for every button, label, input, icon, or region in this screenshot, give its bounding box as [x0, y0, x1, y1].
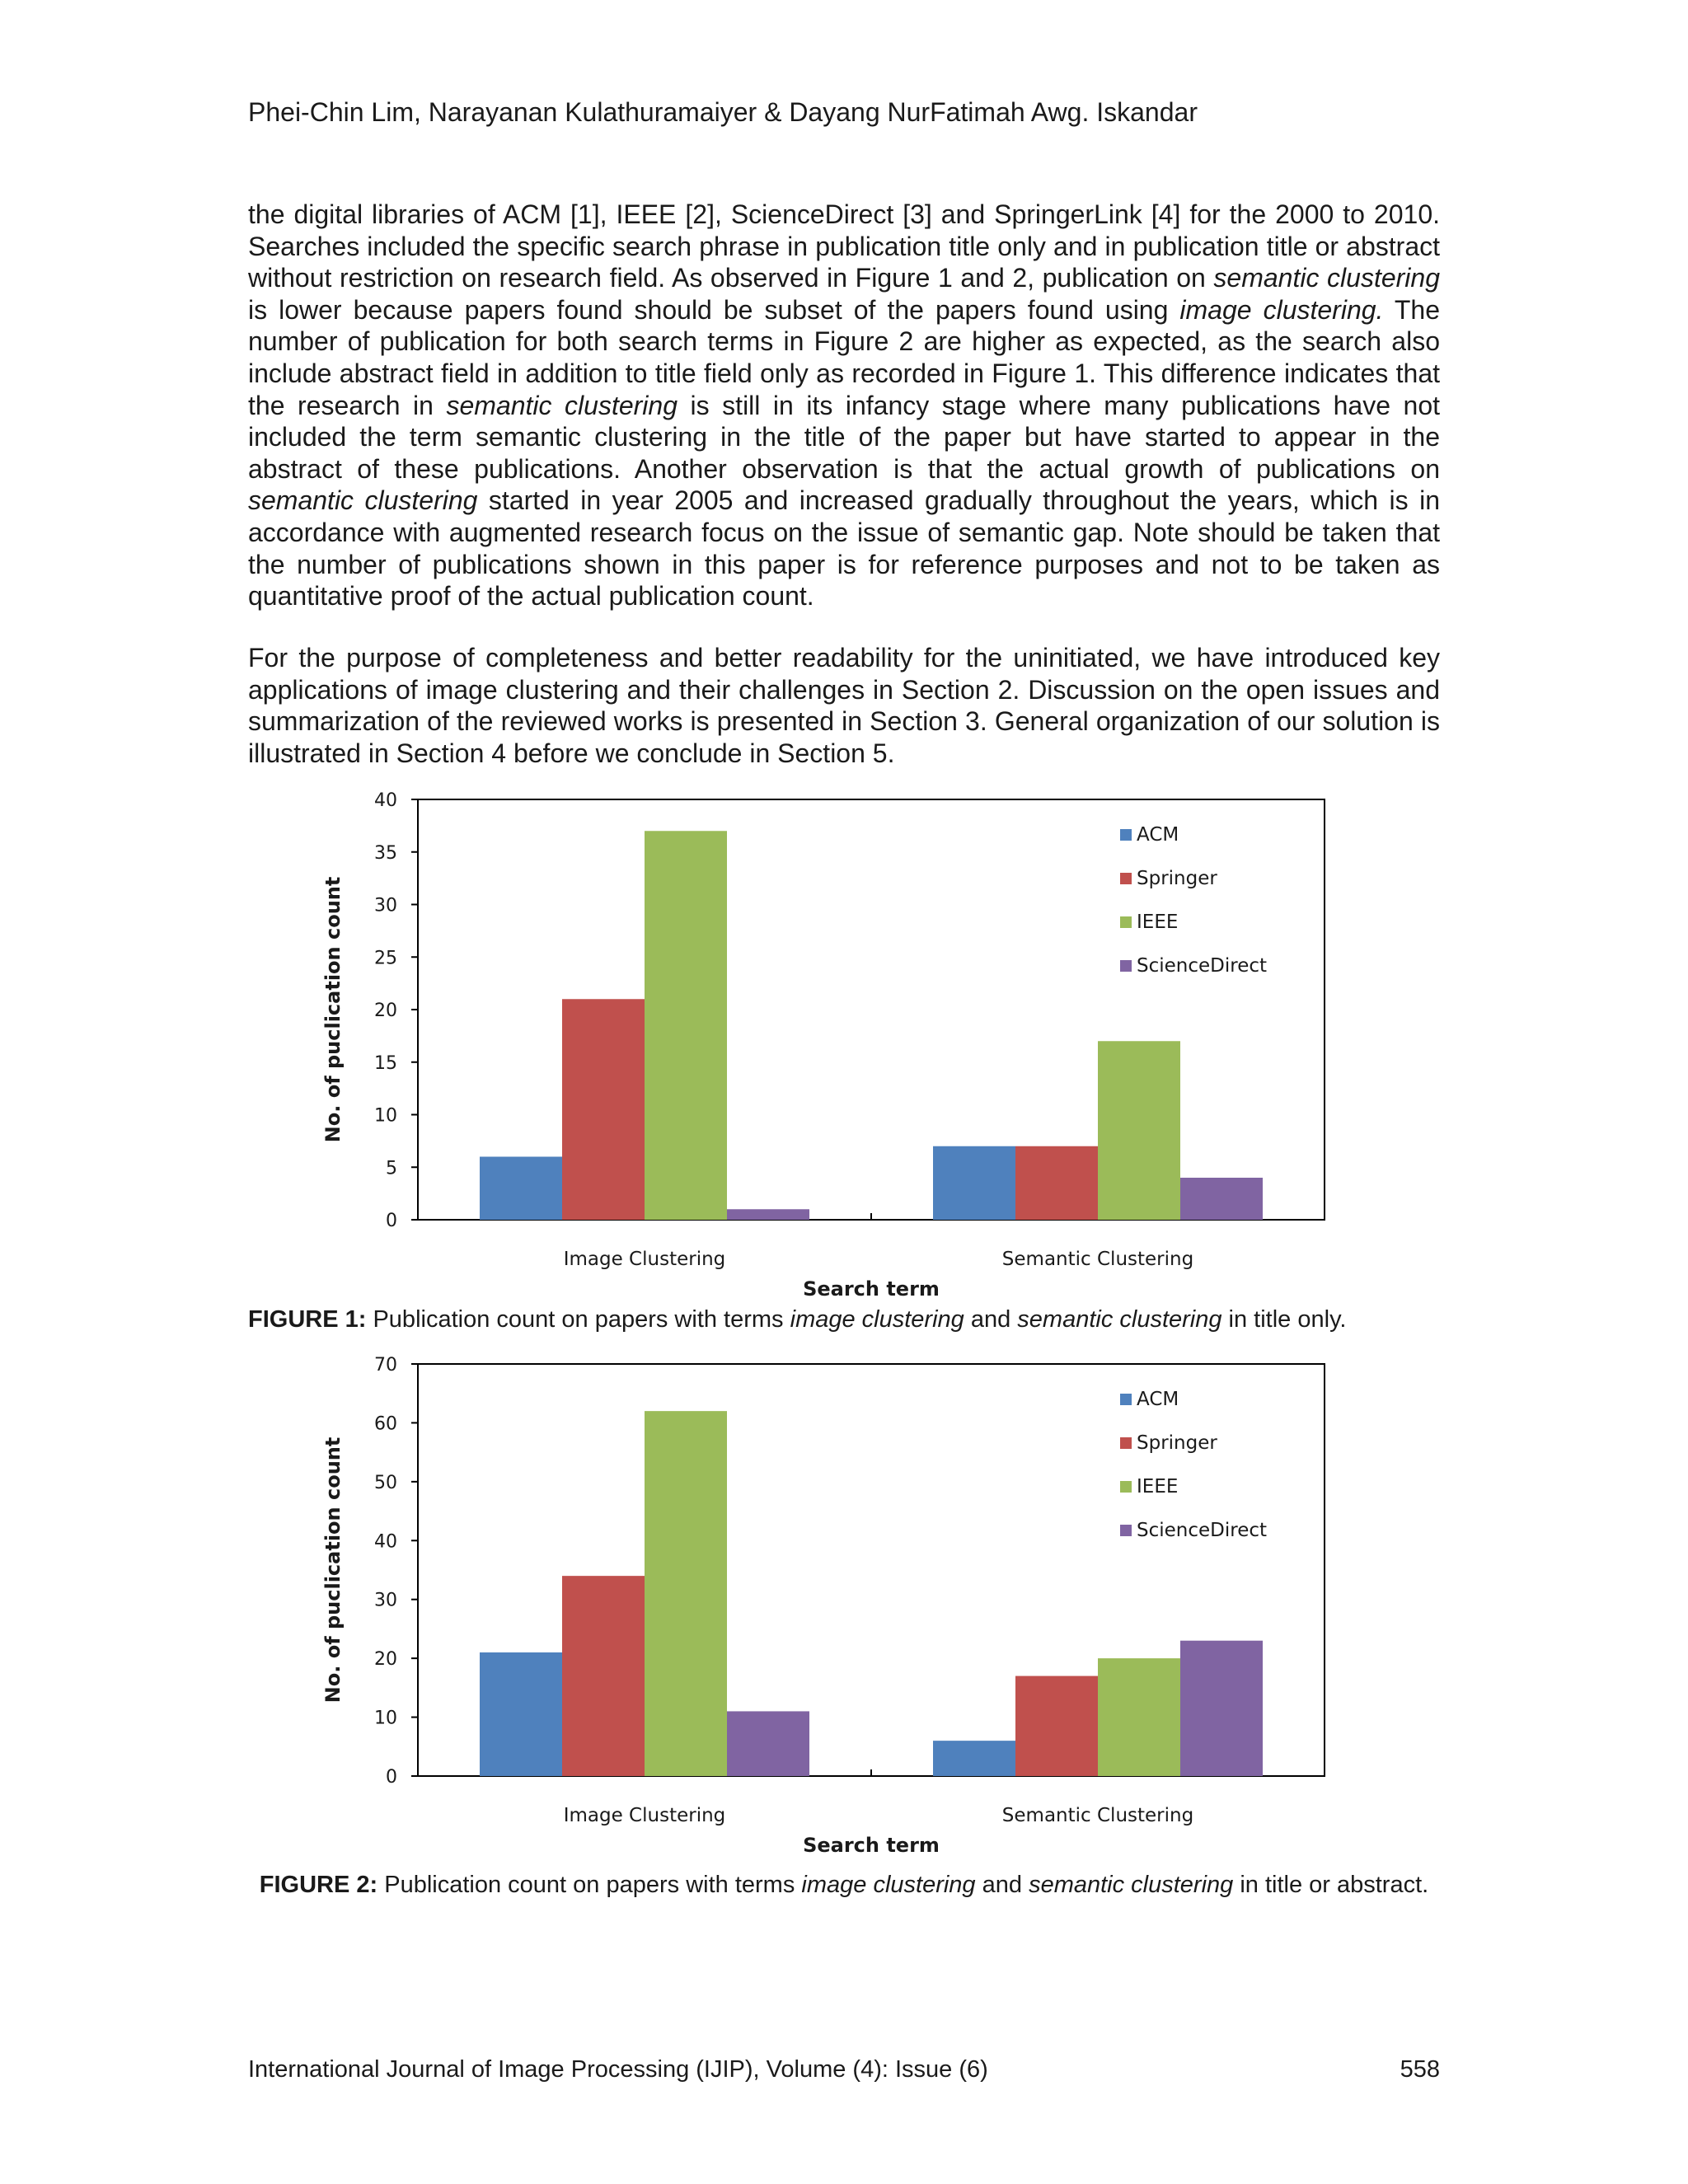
- legend-swatch-acm: [1120, 829, 1132, 841]
- bar-springer: [562, 1576, 645, 1776]
- bar-springer: [1015, 1146, 1098, 1220]
- bar-ieee: [645, 1411, 727, 1776]
- x-axis-label: Search term: [803, 1834, 940, 1857]
- bar-sciencedirect: [1180, 1178, 1263, 1220]
- bar-springer: [562, 999, 645, 1220]
- y-tick-label: 50: [374, 1472, 397, 1493]
- y-tick-label: 25: [374, 948, 397, 969]
- caption-label: FIGURE 1:: [248, 1306, 367, 1333]
- y-tick-label: 35: [374, 842, 397, 864]
- text-run: Publication count on papers with terms: [366, 1306, 790, 1333]
- y-tick-label: 20: [374, 1649, 397, 1671]
- legend-swatch-springer: [1120, 873, 1132, 884]
- body-paragraph-2: For the purpose of completeness and better readability for the uninitiated, we have introduced key applications of image clustering and their challenges in Section 2. Discussion on the open issues and summarization of the reviewed works is presented in Section 3. General organization of our solution is illustrated in Section 4 before we conclude in Section 5.: [248, 643, 1440, 768]
- bar-springer: [1015, 1676, 1098, 1776]
- legend-label: ScienceDirect: [1137, 1520, 1268, 1541]
- page-number: 558: [1400, 2056, 1440, 2083]
- body-paragraph-1: [248, 199, 1440, 612]
- y-tick-label: 30: [374, 1590, 397, 1611]
- bar-ieee: [645, 831, 727, 1220]
- text-run: in title only.: [1221, 1306, 1347, 1333]
- bar-acm: [480, 1157, 562, 1221]
- bar-acm: [480, 1652, 562, 1776]
- y-tick-label: 70: [374, 1355, 397, 1376]
- bar-acm: [933, 1741, 1015, 1776]
- y-tick-label: 20: [374, 1001, 397, 1021]
- italic-term: image clustering: [790, 1306, 964, 1333]
- text-run: The number of publication for both search terms in Figure 2 are higher as expected, as the search also include abstract field in addition to title field only as recorded in Figure 1. This difference indicates that the research in: [248, 294, 1441, 420]
- text-run: started in year 2005 and increased gradually throughout the years, which is in accordance with augmented research focus on the issue of semantic gap. Note should be taken that the number of publications shown in this paper is for reference purposes and not to be taken as quantitative proof of the actual publication count.: [248, 485, 1441, 612]
- italic-term: semantic clustering: [446, 390, 678, 420]
- x-tick-label: Image Clustering: [563, 1805, 726, 1826]
- bar-ieee: [1098, 1658, 1180, 1776]
- y-tick-label: 5: [386, 1158, 397, 1179]
- y-tick-label: 0: [386, 1211, 397, 1231]
- legend-swatch-ieee: [1120, 1481, 1132, 1493]
- text-run: the digital libraries of ACM [1], IEEE [2], ScienceDirect [3] and SpringerLink [4] for the 2000 to 2010. Searches included the specific search phrase in publication title only and in publication title or abstract without restriction on research field. As observed in Figure 1 and 2, publication on: [248, 199, 1440, 293]
- legend-label: ACM: [1137, 1389, 1179, 1410]
- text-run: and: [975, 1872, 1029, 1898]
- text-run: in title or abstract.: [1233, 1872, 1429, 1898]
- legend-label: Springer: [1137, 868, 1217, 889]
- legend-label: ACM: [1137, 824, 1179, 846]
- legend-label: IEEE: [1137, 1476, 1179, 1497]
- figure-1-caption: [248, 1305, 1440, 1333]
- italic-term: semantic clustering: [248, 485, 478, 516]
- caption-label: FIGURE 2:: [259, 1872, 378, 1898]
- italic-term: semantic clustering: [1029, 1872, 1234, 1898]
- italic-term: semantic clustering: [1213, 263, 1441, 293]
- text-run: and: [964, 1306, 1018, 1333]
- bar-sciencedirect: [727, 1209, 809, 1220]
- italic-term: image clustering.: [1179, 294, 1384, 325]
- footer-journal: International Journal of Image Processing (IJIP), Volume (4): Issue (6): [248, 2056, 988, 2083]
- figure-2-bar-chart: [313, 1352, 1385, 1863]
- legend-label: IEEE: [1137, 912, 1179, 933]
- text-run: is still in its infancy stage where many publications have not included the term semantic clustering in the title of the paper but have started to appear in the abstract of these publications. Another observation is that the actual growth of publications on: [248, 390, 1441, 484]
- legend-label: ScienceDirect: [1137, 955, 1268, 977]
- running-header-authors: Phei-Chin Lim, Narayanan Kulathuramaiyer & Dayang NurFatimah Awg. Iskandar: [248, 97, 1198, 127]
- legend-label: Springer: [1137, 1432, 1217, 1454]
- y-tick-label: 10: [374, 1708, 397, 1729]
- x-axis-label: Search term: [803, 1277, 940, 1301]
- italic-term: semantic clustering: [1017, 1306, 1222, 1333]
- figure-1-bar-chart: [313, 787, 1385, 1306]
- bar-sciencedirect: [727, 1711, 809, 1776]
- bar-acm: [933, 1146, 1015, 1220]
- figure-2-caption: [248, 1871, 1440, 1899]
- x-tick-label: Semantic Clustering: [1001, 1805, 1194, 1826]
- bar-ieee: [1098, 1041, 1180, 1220]
- italic-term: image clustering: [801, 1872, 976, 1898]
- y-tick-label: 40: [374, 1531, 397, 1553]
- y-tick-label: 40: [374, 790, 397, 811]
- text-run: is lower because papers found should be subset of the papers found using: [248, 294, 1180, 325]
- legend-swatch-sciencedirect: [1120, 960, 1132, 972]
- legend-swatch-sciencedirect: [1120, 1525, 1132, 1536]
- text-run: Publication count on papers with terms: [377, 1872, 802, 1898]
- y-tick-label: 0: [386, 1767, 397, 1788]
- y-axis-label: No. of puclication count: [321, 1436, 345, 1704]
- y-axis-label: No. of puclication count: [321, 876, 345, 1143]
- x-tick-label: Image Clustering: [563, 1249, 726, 1270]
- y-tick-label: 30: [374, 895, 397, 916]
- legend-swatch-acm: [1120, 1394, 1132, 1405]
- x-tick-label: Semantic Clustering: [1001, 1249, 1194, 1270]
- y-tick-label: 15: [374, 1052, 397, 1074]
- bar-sciencedirect: [1180, 1641, 1263, 1776]
- y-tick-label: 60: [374, 1413, 397, 1435]
- legend-swatch-springer: [1120, 1437, 1132, 1449]
- legend-swatch-ieee: [1120, 916, 1132, 928]
- y-tick-label: 10: [374, 1105, 397, 1127]
